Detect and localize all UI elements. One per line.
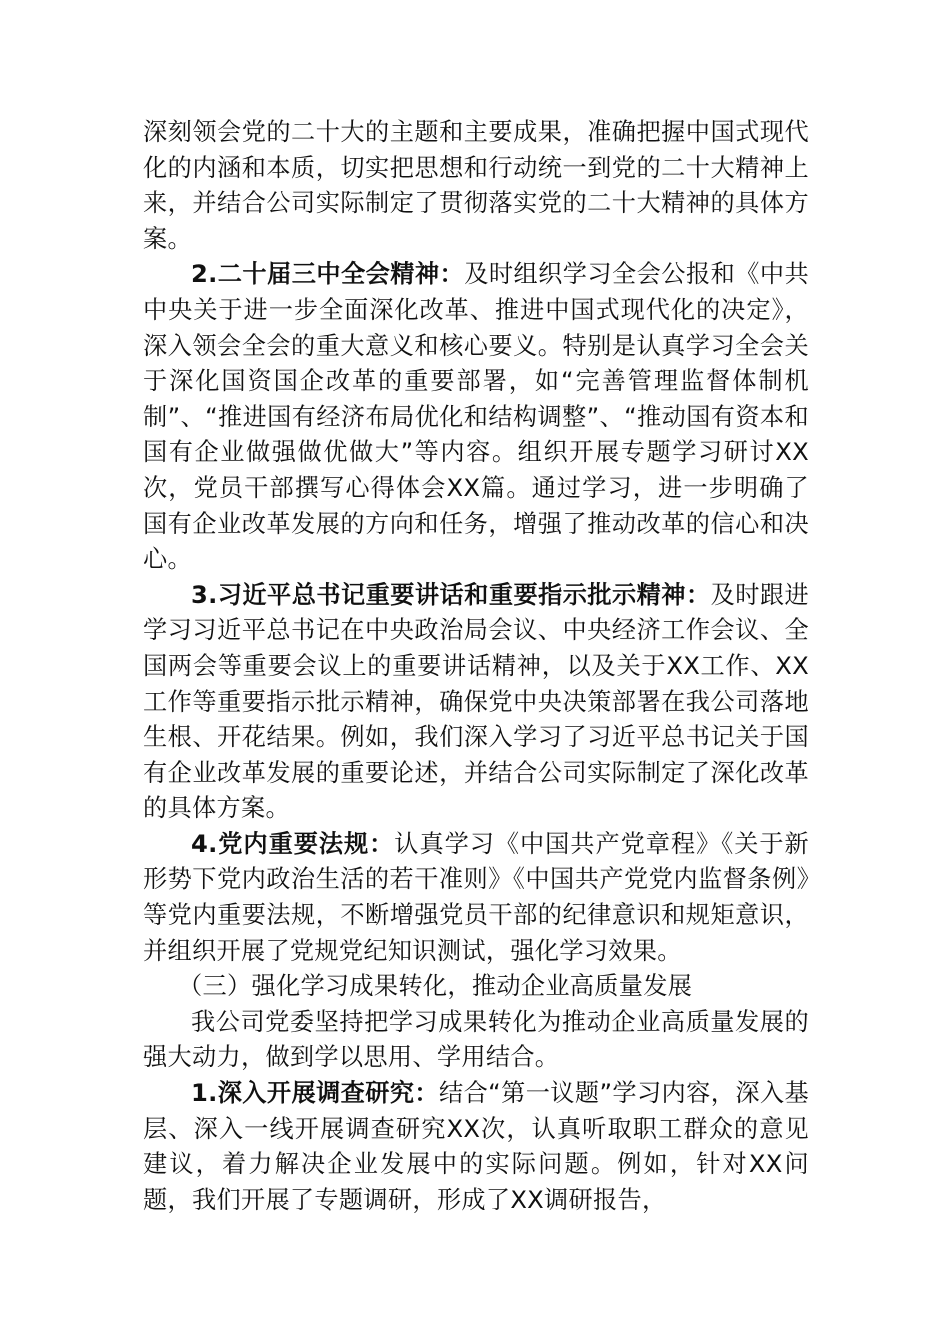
paragraph-text: 及时组织学习全会公报和《中共中央关于进一步全面深化改革、推进中国式现代化的决定》，深入领会全会的重大意义和核心要义。特别是认真学习全会关于深化国资国企改革的重要部署，如“完善管理监督体制机制”、“推进国有经济布局优化和结构调整”、“推动国有资本和国有企业做强做优做大”等内容。组织开展专题学习研讨XX次，党员干部撰写心得体会XX篇。通过学习，进一步明确了国有企业改革发展的方向和任务，增强了推动改革的信心和决心。 [143,260,810,574]
paragraph-p3 [143,578,809,827]
paragraph-p2 [143,257,809,577]
paragraph-text: 认真学习《中国共产党章程》《关于新形势下党内政治生活的若干准则》《中国共产党党内监督条例》等党内重要法规，不断增强党员干部的纪律意识和规矩意识，并组织开展了党规党纪知识测试，强化学习效果。 [143,829,809,965]
paragraph-p1 [143,115,809,257]
paragraph-text: 结合“第一议题”学习内容，深入基层、深入一线开展调查研究XX次，认真听取职工群众的意见建议，着力解决企业发展中的实际问题。例如，针对XX问题，我们开展了专题调研，形成了XX调研报告， [143,1079,809,1214]
paragraph-p7 [143,1076,809,1218]
paragraph-text: 我公司党委坚持把学习成果转化为推动企业高质量发展的强大动力，做到学以思用、学用结合。 [143,1007,809,1072]
section-heading [143,969,809,1005]
paragraph-p6 [143,1005,809,1076]
paragraph-heading: 2.二十届三中全会精神： [191,260,465,289]
paragraph-text: 及时跟进学习习近平总书记在中央政治局会议、中央经济工作会议、全国两会等重要会议上的重要讲话精神，以及关于XX工作、XX工作等重要指示批示精神，确保党中央决策部署在我公司落地生根、开花结果。例如，我们深入学习了习近平总书记关于国有企业改革发展的重要论述，并结合公司实际制定了深化改革的具体方案。 [143,580,810,823]
paragraph-heading: 3.习近平总书记重要讲话和重要指示批示精神： [191,580,711,609]
paragraph-p4 [143,827,809,969]
paragraph-heading: 4.党内重要法规： [191,829,395,858]
document-page [143,115,809,1218]
paragraph-heading: 1.深入开展调查研究： [191,1079,439,1108]
section-heading-text: （三）强化学习成果转化，推动企业高质量发展 [178,972,693,1001]
paragraph-text: 深刻领会党的二十大的主题和主要成果，准确把握中国式现代化的内涵和本质，切实把思想和行动统一到党的二十大精神上来，并结合公司实际制定了贯彻落实党的二十大精神的具体方案。 [143,118,809,253]
